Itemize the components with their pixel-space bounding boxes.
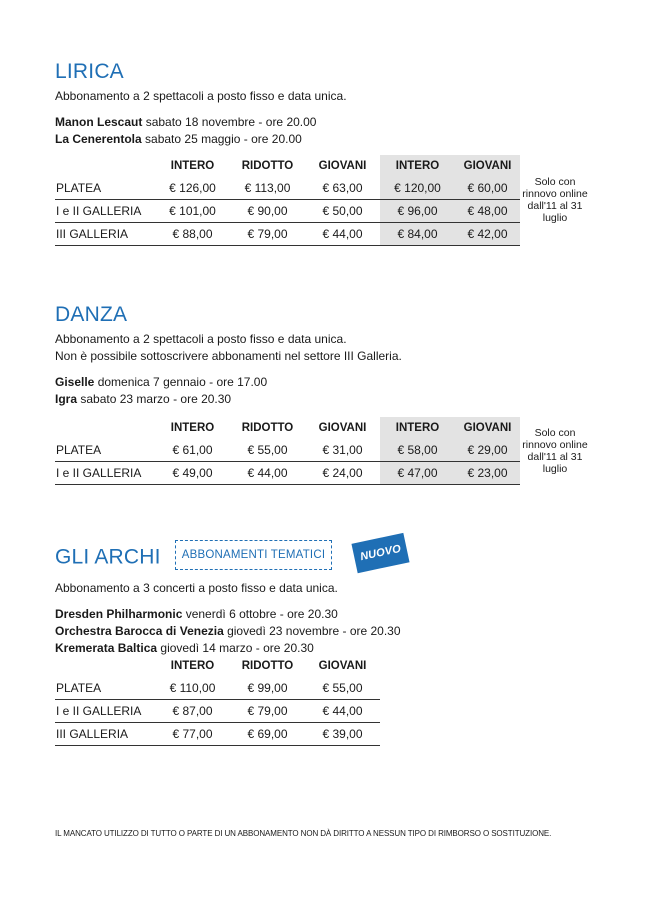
archi-price-table — [55, 655, 380, 746]
renewal-note: Solo con rinnovo online dall'11 al 31 luglio — [520, 417, 590, 485]
archi-title: GLI ARCHI — [55, 545, 161, 569]
table-row: PLATEA € 126,00 € 113,00 € 63,00 € 120,00 € 60,00 — [55, 177, 590, 200]
show-item: Dresden Philharmonic venerdì 6 ottobre - ore 20.30 — [55, 606, 338, 621]
col-header: INTERO — [170, 660, 215, 672]
thematic-tag: ABBONAMENTI TEMATICI — [175, 540, 333, 570]
lirica-intro: Abbonamento a 2 spettacoli a posto fisso e data unica. — [55, 89, 347, 103]
danza-title: DANZA — [55, 303, 128, 326]
col-header: RIDOTTO — [241, 422, 294, 434]
refund-footnote: IL MANCATO UTILIZZO DI TUTTO O PARTE DI UN ABBONAMENTO NON DÀ DIRITTO A NESSUN TIPO DI RIMBORSO O SOSTITUZIONE. — [55, 829, 552, 838]
col-header: INTERO — [380, 417, 455, 439]
archi-title-row — [55, 543, 408, 576]
col-header: GIOVANI — [455, 417, 520, 439]
table-row: PLATEA € 61,00 € 55,00 € 31,00 € 58,00 € 29,00 — [55, 439, 590, 462]
col-header: INTERO — [170, 160, 215, 172]
show-item: Giselle domenica 7 gennaio - ore 17.00 — [55, 375, 268, 389]
col-header: GIOVANI — [455, 155, 520, 177]
lirica-shows — [55, 114, 347, 148]
col-header: RIDOTTO — [241, 160, 294, 172]
col-header: INTERO — [380, 155, 455, 177]
table-row: III GALLERIA € 77,00 € 69,00 € 39,00 — [55, 723, 380, 746]
col-header: GIOVANI — [318, 422, 367, 434]
table-row: I e II GALLERIA € 49,00 € 44,00 € 24,00 € 47,00 € 23,00 — [55, 462, 590, 485]
table-row: I e II GALLERIA € 87,00 € 79,00 € 44,00 — [55, 700, 380, 723]
show-item: Manon Lescaut sabato 18 novembre - ore 20.00 — [55, 115, 317, 129]
col-header: GIOVANI — [318, 660, 367, 672]
archi-shows — [55, 606, 408, 657]
archi-section — [55, 543, 408, 657]
danza-intro: Abbonamento a 2 spettacoli a posto fisso e data unica. Non è possibile sottoscrivere abbonamenti nel settore III Galleria. — [55, 332, 402, 363]
col-header: INTERO — [170, 422, 215, 434]
show-item: Orchestra Barocca di Venezia giovedì 23 novembre - ore 20.30 — [55, 623, 401, 638]
col-header: GIOVANI — [318, 160, 367, 172]
lirica-section — [55, 60, 347, 148]
danza-shows — [55, 374, 402, 408]
show-item: Kremerata Baltica giovedì 14 marzo - ore 20.30 — [55, 640, 314, 655]
show-item: Igra sabato 23 marzo - ore 20.30 — [55, 392, 232, 406]
table-row: I e II GALLERIA € 101,00 € 90,00 € 50,00 € 96,00 € 48,00 — [55, 200, 590, 223]
renewal-note: Solo con rinnovo online dall'11 al 31 luglio — [520, 155, 590, 246]
lirica-price-table — [55, 155, 590, 246]
table-row: III GALLERIA € 88,00 € 79,00 € 44,00 € 84,00 € 42,00 — [55, 223, 590, 246]
table-row: PLATEA € 110,00 € 99,00 € 55,00 — [55, 677, 380, 700]
col-header: RIDOTTO — [241, 660, 294, 672]
show-item: La Cenerentola sabato 25 maggio - ore 20.00 — [55, 132, 302, 146]
lirica-title: LIRICA — [55, 60, 124, 83]
new-badge: NUOVO — [352, 532, 410, 572]
archi-intro: Abbonamento a 3 concerti a posto fisso e data unica. — [55, 580, 338, 595]
danza-section — [55, 303, 402, 408]
danza-price-table — [55, 417, 590, 485]
